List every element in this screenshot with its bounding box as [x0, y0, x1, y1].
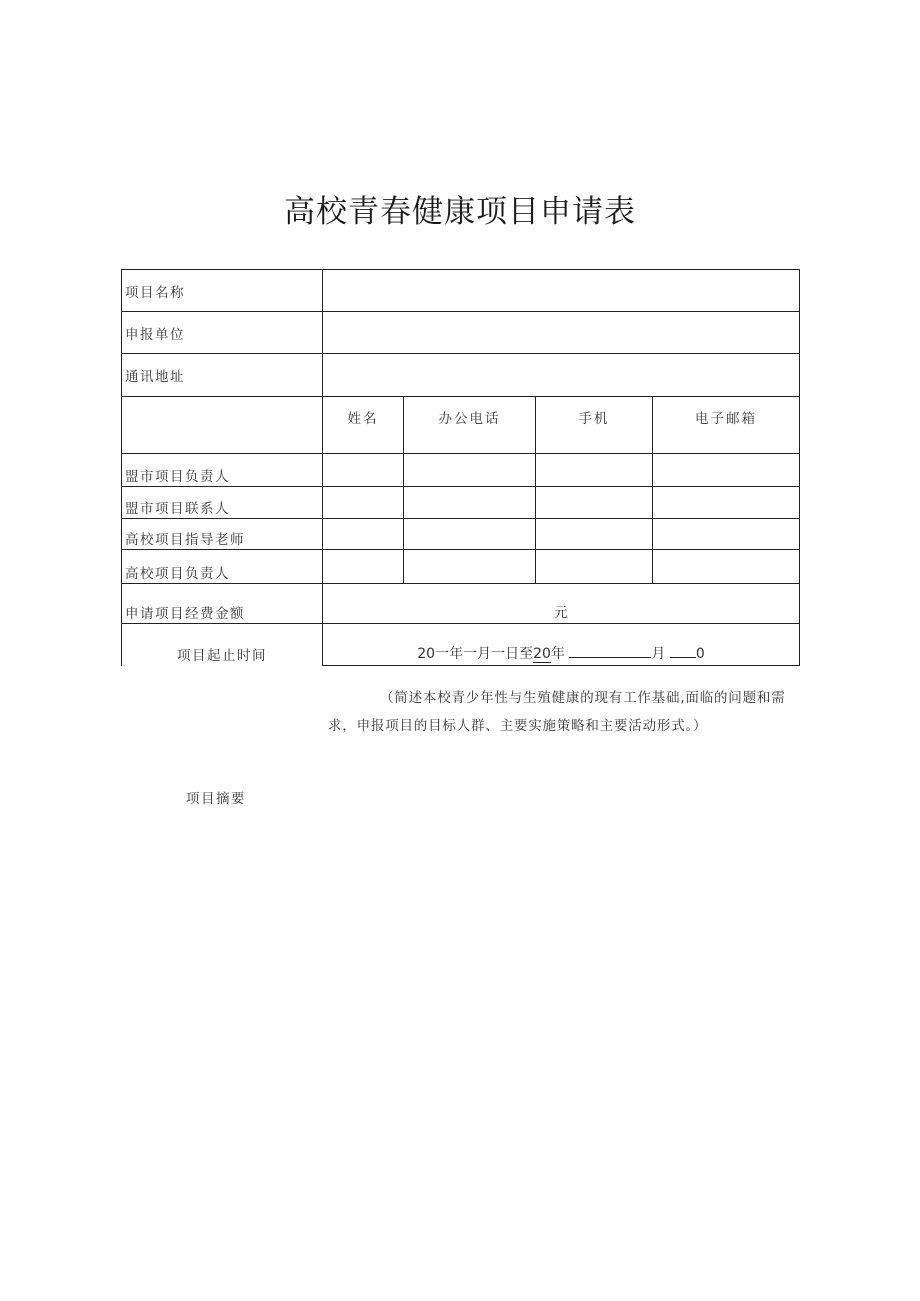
contact-row-label: 高校项目负责人: [122, 550, 323, 584]
contact-row: [122, 550, 800, 584]
period-field[interactable]: [323, 624, 800, 666]
header-mobile: 手机: [536, 397, 653, 454]
office-phone-field[interactable]: [404, 487, 536, 519]
email-field[interactable]: [653, 487, 800, 519]
contact-row: [122, 487, 800, 519]
contact-row-label: 盟市项目联系人: [122, 487, 323, 519]
mobile-field[interactable]: [536, 519, 653, 550]
period-year-end: 20: [533, 646, 551, 662]
header-email: 电子邮箱: [653, 397, 800, 454]
project-name-label: 项目名称: [122, 270, 323, 312]
currency-unit: 元: [554, 605, 568, 621]
period-end-char: 0: [695, 646, 705, 662]
name-field[interactable]: [323, 519, 404, 550]
header-office-phone: 办公电话: [404, 397, 536, 454]
contact-header-row: [122, 397, 800, 454]
office-phone-field[interactable]: [404, 550, 536, 584]
summary-instruction: （简述本校青少年性与生殖健康的现有工作基础,面临的问题和需求，申报项目的目标人群、主要实施策略和主要活动形式。）: [328, 690, 786, 734]
month-blank[interactable]: [569, 657, 651, 658]
funding-label: 申请项目经费金额: [122, 584, 323, 624]
table-row: [122, 270, 800, 312]
office-phone-field[interactable]: [404, 519, 536, 550]
period-row: [122, 624, 800, 666]
period-month-suffix: 月: [651, 646, 666, 662]
funding-row: [122, 584, 800, 624]
address-field[interactable]: [323, 354, 800, 397]
funding-amount-field[interactable]: [323, 584, 800, 624]
email-field[interactable]: [653, 550, 800, 584]
period-year-suffix: 年: [550, 646, 565, 662]
contact-row-label: 高校项目指导老师: [122, 519, 323, 550]
email-field[interactable]: [653, 454, 800, 487]
table-row: [122, 354, 800, 397]
address-label: 通讯地址: [122, 354, 323, 397]
mobile-field[interactable]: [536, 487, 653, 519]
mobile-field[interactable]: [536, 550, 653, 584]
name-field[interactable]: [323, 454, 404, 487]
header-name: 姓名: [323, 397, 404, 454]
period-label: 项目起止时间: [122, 624, 323, 666]
contact-row: [122, 519, 800, 550]
applicant-unit-label: 申报单位: [122, 312, 323, 354]
summary-label: 项目摘要: [186, 791, 246, 807]
header-blank-cell: [122, 397, 323, 454]
mobile-field[interactable]: [536, 454, 653, 487]
period-year-start: 20: [417, 646, 436, 662]
project-name-field[interactable]: [323, 270, 800, 312]
table-row: [122, 312, 800, 354]
page-title: 高校青春健康项目申请表: [284, 194, 636, 230]
applicant-unit-field[interactable]: [323, 312, 800, 354]
office-phone-field[interactable]: [404, 454, 536, 487]
period-mid-text: 一年一月一日至: [435, 646, 534, 662]
contact-row-label: 盟市项目负责人: [122, 454, 323, 487]
name-field[interactable]: [323, 550, 404, 584]
application-form-table: [121, 269, 800, 666]
name-field[interactable]: [323, 487, 404, 519]
day-blank[interactable]: [670, 657, 696, 658]
email-field[interactable]: [653, 519, 800, 550]
contact-row: [122, 454, 800, 487]
